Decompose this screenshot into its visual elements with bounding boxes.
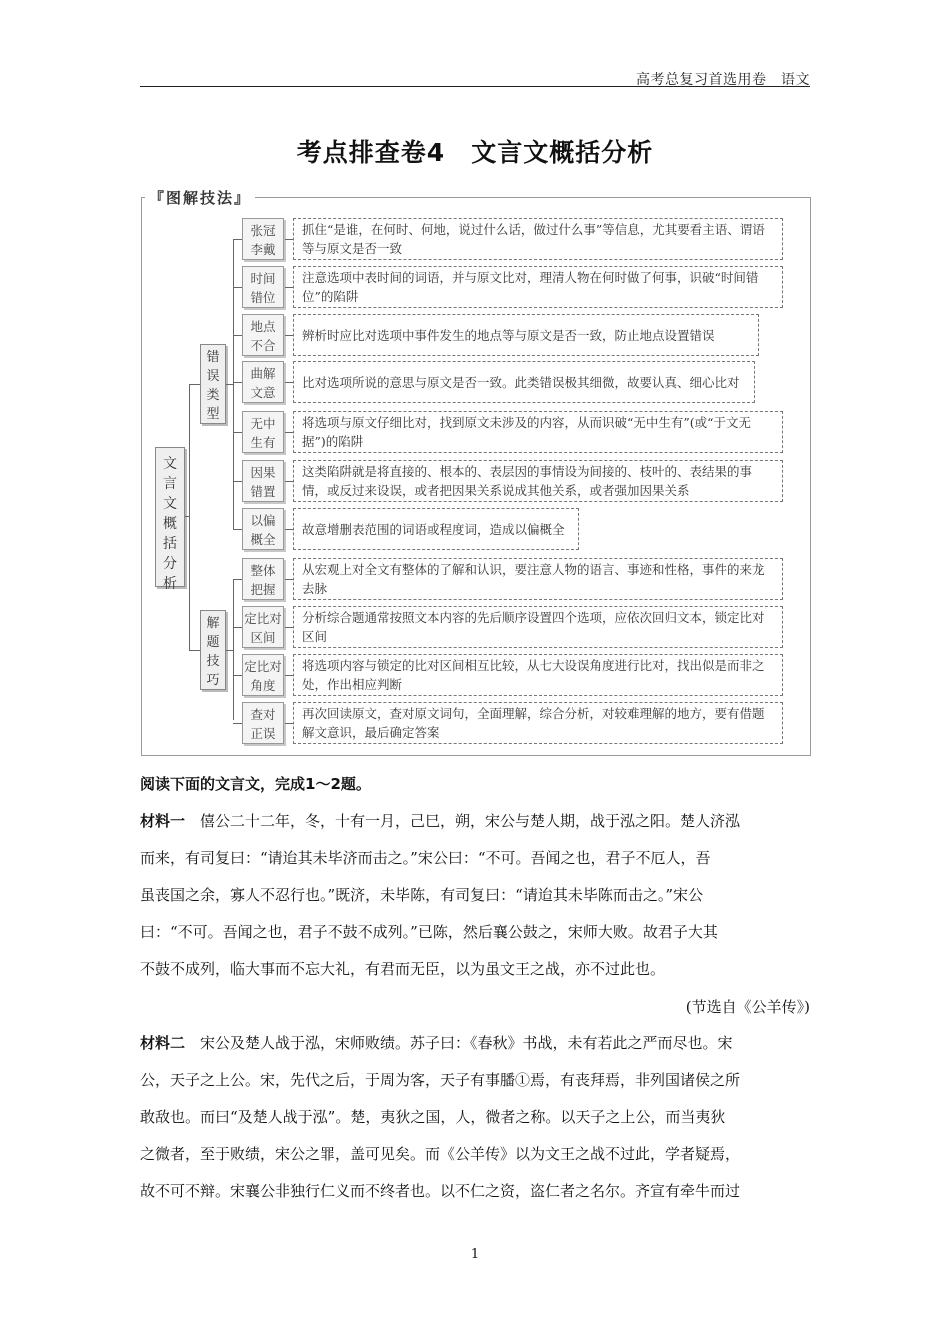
diagram-term <box>242 361 284 403</box>
term-line: 把握 <box>250 582 276 597</box>
connector <box>233 675 242 676</box>
diagram-term <box>242 558 284 600</box>
diagram-term <box>242 411 284 453</box>
page-number: 1 <box>470 1247 480 1262</box>
page-title: 考点排查卷4 文言文概括分析 <box>296 138 654 167</box>
material-one-line-4: 曰：“不可。吾闻之也，君子不鼓不成列。”已陈，然后襄公鼓之，宋师大败。故君子大其 <box>140 923 718 941</box>
material-one-source: (节选自《公羊传》) <box>685 998 810 1016</box>
diagram-description: 分析综合题通常按照文本内容的先后顺序设置四个选项，应依次回归文本，锁定比对区间 <box>293 606 783 648</box>
term-line: 时间 <box>250 271 276 286</box>
diagram-description: 辨析时应比对选项中事件发生的地点等与原文是否一致，防止地点设置错误 <box>293 314 759 356</box>
term-line: 概全 <box>250 532 276 547</box>
connector <box>233 579 234 720</box>
connector <box>285 675 293 676</box>
material-two-line-2: 公，天子之上公。宋，先代之后，于周为客，天子有事膰①焉，有丧拜焉，非列国诸侯之所 <box>140 1071 741 1089</box>
term-line: 整体 <box>250 563 276 578</box>
connector <box>189 384 190 650</box>
connector <box>233 335 242 336</box>
term-line: 角度 <box>250 678 276 693</box>
category-label: 错 误 类 型 <box>206 350 220 422</box>
diagram-term <box>242 218 284 260</box>
connector <box>233 723 242 724</box>
term-line: 无中 <box>250 416 276 431</box>
material-two-line-4: 之微者，至于败绩，宋公之罪，盖可见矣。而《公羊传》以为文王之战不过此，学者疑焉， <box>140 1145 741 1163</box>
connector <box>285 579 293 580</box>
material-two-line-1: 材料二 宋公及楚人战于泓，宋师败绩。苏子曰：《春秋》书战，未有若此之严而尽也。宋 <box>140 1034 733 1052</box>
term-line: 地点 <box>250 319 276 334</box>
term-line: 正误 <box>250 726 276 741</box>
material-two-line-5: 故不可不辩。宋襄公非独行仁义而不终者也。以不仁之资，盗仁者之名尔。齐宣有牵牛而过 <box>140 1182 741 1200</box>
term-line: 生有 <box>250 435 276 450</box>
connector <box>189 650 200 651</box>
connector <box>233 287 242 288</box>
header-rule <box>140 86 810 87</box>
term-line: 错置 <box>250 484 276 499</box>
diagram-description: 将选项内容与锁定的比对区间相互比较，从七大设误角度进行比对，找出似是而非之处，作出相应判断 <box>293 654 783 696</box>
diagram-description: 故意增删表范围的词语或程度词，造成以偏概全 <box>293 508 579 550</box>
connector <box>226 650 233 651</box>
term-line: 不合 <box>250 338 276 353</box>
diagram-term <box>242 654 284 696</box>
category-techniques <box>200 610 226 690</box>
diagram-term <box>242 508 284 550</box>
connector <box>285 723 293 724</box>
connector <box>189 384 200 385</box>
term-line: 因果 <box>250 465 276 480</box>
connector <box>226 384 233 385</box>
connector <box>233 239 234 530</box>
term-line: 定比对 <box>244 659 282 674</box>
term-line: 李戴 <box>250 242 276 257</box>
material-one-line-1: 材料一 僖公二十二年，冬，十有一月，己巳，朔，宋公与楚人期，战于泓之阳。楚人济泓 <box>140 812 741 830</box>
diagram-description: 注意选项中表时间的词语，并与原文比对，理清人物在何时做了何事，识破“时间错位”的陷阱 <box>293 266 783 308</box>
diagram-description: 再次回读原文，查对原文词句，全面理解，综合分析，对较难理解的地方，要有借题解文意识，最后确定答案 <box>293 702 783 744</box>
diagram-description: 比对选项所说的意思与原文是否一致。此类错误极其细微，故要认真、细心比对 <box>293 361 755 403</box>
material-one-line-3: 虽丧国之余，寡人不忍行也。”既济，未毕陈，有司复曰：“请迨其未毕陈而击之。”宋公 <box>140 886 704 904</box>
diagram-description: 这类陷阱就是将直接的、根本的、表层因的事情设为间接的、枝叶的、表结果的事情，或反过来设误，或者把因果关系说成其他关系，或者强加因果关系 <box>293 460 783 502</box>
connector <box>285 382 293 383</box>
diagram-label: 『图解技法』 <box>145 187 255 208</box>
material-one-line-2: 而来，有司复曰：“请迨其未毕济而击之。”宋公曰：“不可。吾闻之也，君子不厄人，吾 <box>140 849 711 867</box>
diagram-term <box>242 460 284 502</box>
connector <box>285 287 293 288</box>
term-line: 定比对 <box>244 611 282 626</box>
running-header: 高考总复习首选用卷 语文 <box>636 72 810 88</box>
connector <box>285 481 293 482</box>
category-label: 解 题 技 巧 <box>206 616 220 688</box>
connector <box>233 481 242 482</box>
connector <box>233 239 242 240</box>
category-error-types <box>200 344 226 424</box>
diagram-term <box>242 702 284 744</box>
material-one-line-5: 不鼓不成列，临大事而不忘大礼，有君而无臣，以为虽文王之战，亦不过此也。 <box>140 960 666 978</box>
instruction: 阅读下面的文言文，完成1～2题。 <box>140 775 371 793</box>
connector <box>233 432 242 433</box>
connector <box>285 432 293 433</box>
diagram-description: 将选项与原文仔细比对，找到原文未涉及的内容，从而识破“无中生有”(或“于文无据”)的陷阱 <box>293 411 783 453</box>
term-line: 以偏 <box>250 513 276 528</box>
term-line: 张冠 <box>250 223 276 238</box>
diagram-term <box>242 266 284 308</box>
connector <box>233 529 242 530</box>
term-line: 错位 <box>250 290 276 305</box>
root-node <box>155 447 185 592</box>
connector <box>285 529 293 530</box>
term-line: 区间 <box>250 630 276 645</box>
connector <box>233 627 242 628</box>
diagram-description: 从宏观上对全文有整体的了解和认识，要注意人物的语言、事迹和性格，事件的来龙去脉 <box>293 558 783 600</box>
connector <box>233 382 242 383</box>
diagram-term <box>242 314 284 356</box>
connector <box>285 239 293 240</box>
term-line: 查对 <box>250 707 276 722</box>
root-label: 文 言 文 概 括 分 析 <box>163 456 177 592</box>
diagram-term <box>242 606 284 648</box>
connector <box>285 335 293 336</box>
material-two-line-3: 敢敌也。而曰“及楚人战于泓”。楚，夷狄之国，人，微者之称。以天子之上公，而当夷狄 <box>140 1108 726 1126</box>
term-line: 曲解 <box>250 366 276 381</box>
connector <box>285 627 293 628</box>
diagram-description: 抓住“是谁，在何时、何地，说过什么话，做过什么事”等信息，尤其要看主语、谓语等与原文是否一致 <box>293 218 783 260</box>
term-line: 文意 <box>250 385 276 400</box>
connector <box>233 579 242 580</box>
